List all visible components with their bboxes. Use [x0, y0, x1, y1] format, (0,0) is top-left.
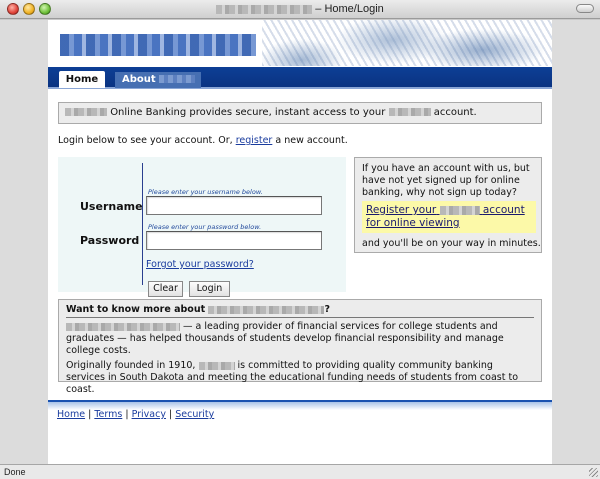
redacted-text	[66, 323, 180, 331]
status-bar	[0, 464, 600, 479]
site-logo[interactable]	[60, 34, 256, 56]
register-link[interactable]: register	[235, 135, 273, 146]
login-button[interactable]: Login	[189, 281, 230, 297]
forgot-password-link[interactable]: Forgot your password?	[146, 259, 254, 270]
banner-decoration	[262, 20, 552, 66]
about-paragraph-1: — a leading provider of financial services for college students and graduates — has helped thousands of students develop financial responsibility and manage college costs.	[66, 321, 504, 356]
site-banner	[48, 20, 552, 66]
register-promo	[354, 157, 542, 253]
resize-grip-icon[interactable]	[589, 468, 598, 477]
footer-security-link[interactable]: Security	[175, 409, 215, 420]
nav-tabbar	[48, 67, 552, 89]
redacted-text	[389, 108, 431, 116]
footer-links: Home | Terms | Privacy | Security	[57, 409, 215, 420]
footer-privacy-link[interactable]: Privacy	[131, 409, 166, 420]
redacted-text	[216, 5, 312, 14]
register-promo-text: If you have an account with us, but have not yet signed up for online banking, why not sign up today?	[362, 163, 530, 198]
register-promo-followup: and you'll be on your way in minutes.	[362, 238, 541, 249]
clear-button[interactable]: Clear	[148, 281, 183, 297]
password-input[interactable]	[146, 231, 322, 250]
redacted-text	[440, 206, 480, 215]
footer-home-link[interactable]: Home	[57, 409, 86, 420]
redacted-text	[65, 108, 107, 116]
window-title: – Home/Login	[0, 3, 600, 15]
username-label: Username	[80, 200, 143, 213]
about-section	[58, 299, 542, 395]
redacted-text	[159, 75, 195, 83]
username-input[interactable]	[146, 196, 322, 215]
online-banking-notice: Online Banking provides secure, instant access to your account.	[58, 102, 542, 124]
toolbar-toggle-button[interactable]	[576, 4, 594, 13]
register-online-link[interactable]: Register your account for online viewing	[362, 201, 536, 233]
tab-home[interactable]: Home	[59, 71, 105, 88]
username-hint: Please enter your username below.	[148, 188, 263, 196]
redacted-text	[199, 362, 235, 370]
login-form	[58, 157, 346, 292]
login-intro: Login below to see your account. Or, register a new account.	[58, 135, 348, 146]
tab-about[interactable]: About	[115, 72, 201, 88]
page-gutter-right	[552, 20, 600, 464]
password-hint: Please enter your password below.	[148, 223, 262, 231]
status-text: Done	[4, 467, 26, 477]
redacted-text	[208, 306, 324, 314]
page-gutter-left	[0, 20, 48, 464]
page	[48, 20, 552, 464]
window-titlebar	[0, 0, 600, 19]
about-heading: Want to know more about ?	[66, 304, 534, 318]
form-divider	[142, 163, 143, 285]
browser-viewport	[0, 20, 600, 464]
password-label: Password	[80, 234, 140, 247]
about-paragraph-2: Originally founded in 1910, is committed to providing quality community banking services in South Dakota and meeting the educational funding needs of students from coast to coast.	[66, 360, 519, 395]
footer-terms-link[interactable]: Terms	[94, 409, 123, 420]
